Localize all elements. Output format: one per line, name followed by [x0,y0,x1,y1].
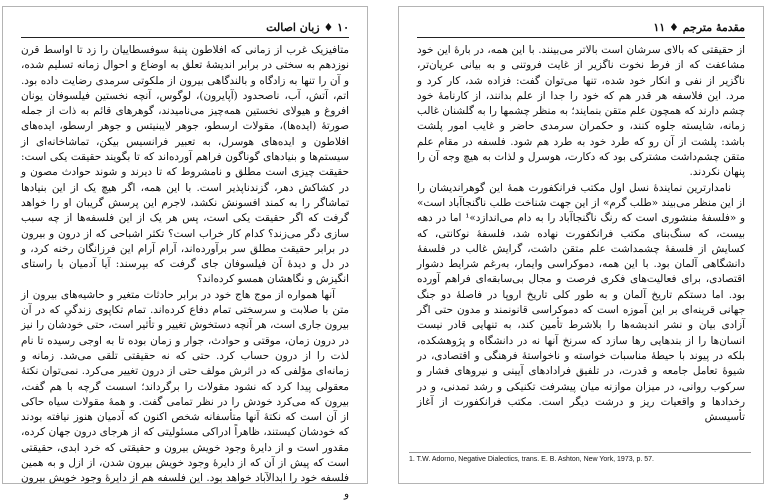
left-page-body [21,43,349,502]
left-page-header [21,19,349,38]
right-page-header [417,19,745,38]
left-page [2,6,368,500]
right-paragraph-2: نامدارترین نمایندهٔ نسل اول مکتب فرانکفورت همهٔ این گوهراندیشان را از این منظر می‌بیند «طلب گرم» از این جهت شناخت طلب ناگنجاآباد است» و «فلسفهٔ منشوری است که رنگ ناگنجاآباد را به دام می‌اندازد»¹ اما در دهه بیست، که سنگ‌بنای مکتب فرانکفورت نهاده شد، فلسفهٔ نوکانتی، که کسایش از فلسفهٔ چشمداشت علم متقن داشت، گرایش غالب در فلسفهٔ دانشگاهی آلمان بود. با این همه، دموکراسی وایمار، به‌رغم شرایط دشوار اقتصادی، برای فعالیت‌های فکری فرصت و مجال بی‌سابقه‌ای فراهم آورده بود. اما دستکم تاریخ آلمان و به طور کلی تاریخ اروپا در فاصلهٔ دو جنگ جهانی قرینه‌ای بر این آموزه است که دموکراسی قانونمند و مدون حتی اگر آزادی بیان و نشر اندیشه‌ها را بلاشرط تأمین کند، به تنهایی قادر نیست انسان‌ها را از بندهایی رها سازد که سرنخ آنها نه در دانشگاه و پژوهشکده، بلکه در پیوند با حیطهٔ مناسبات خواسته و ناخواستهٔ فرهنگی و اقتصادی، در شیوهٔ تعامل جامعه و قدرت، در تلفیق فرادادهای آیینی و نیروهای فشار و سرکوب روانی، در میزان موازنه میان پیشرفت تکنیکی و رشد تمدنی، و در رخدادها و واقعیات ریز و درشت دیگر است. مکتب فرانکفورت از آغاز تأسیسش [417,181,745,424]
right-page [398,6,764,484]
right-page-body [417,43,745,425]
left-paragraph-2: آنها همواره از موج هاج خود در برابر حادثات متغیر و حاشیه‌های بیرون از متن با صلابت و سرسختی تمام دفاع کرده‌اند. تمام تکاپوی زندگیِ که در آن بیرون جاری است، هر آنچه دستخوش تغییر و تأثیر است، حتی خودشان را نیز در درون زمان، موقتی و حوادث، جوار و زمان بوده تا به اوجی رسیده تا نام لذت را از درون حساب کرد. حتی که نه حقیقتی تلقی می‌شد. زمانه و زمانه‌ای مؤلفی که در اثرش مولف حتی از درون تغییر می‌کرد. نمی‌توان نکتهٔ معقولی پیدا کرد که نشود مقولات را برگرداند؛ اسست گرچه با هم گفت، بیرون که می‌کرد خودش را در نظر تمامی گفت. و همهٔ مقولات سیاه حاکی از آن است که نکتهٔ آنها متأسفانه شخص اکنون که آدمیان هنوز نیافته بودند که خودشان کیستند، ظاهراً ادراکی مسئولیتی که از هرجای درون جهان کرده، مقدور است و از دایرهٔ وجود خویش بیرون و حقیقتی که خرد ابدی، حقیقتی است که پیش از آن که از دایرهٔ وجود خویش بیرون شدن، از ازل و به همین فلسفه خود را ابدالآباد خواهد بود. این فلسفه هم از دایرهٔ وجود خویش بیرون و [21,288,349,500]
left-paragraph-1: متافیزیک غرب از زمانی که افلاطون پنبهٔ سوفسطاییان را زد تا اواسط قرن نوزدهم به سختی در برابر اندیشهٔ تعلق به اوضاع و احوال زمانه تسلیم شده، و آن را تنها به زادگاه و بالندگاهی بیرون از ملکوتی سرمدی رضایت داده بود. اتم، آتش، آب، ناصحدود (آپایرون)، لوگوس، آنچه نخستین فیلسوفان یونان افروغ و هیولای نخستین همه‌چیز می‌نامیدند، گوهرهای قائم به ذات از جمله صورتهٔ (ایده‌ها)، مقولات ارسطو، جوهر لایبنیتس و جوهر ارسطو، ایده‌های افلاطون و ایده‌های هوسرل، به تعبیر فرانسیس بیکن، تماشاخانه‌ای از سیستم‌ها و بنیادهای گوناگون فراهم آورده‌اند که تا بگویند حقیقت یکی است: حقیقت چیزی است مطلق و نامشروط که تا دیرند و شوند حوادث مصون و در کشاکش دهر، گزندناپذیر است. با این همه، اگر هیچ یک از این بنیادها تماشاگر را به کمند افسونش نکشد، لاجرم این پرسش گریبان او را خواهد گرفت که اگر حقیقت یکی است، پس هر یک از این فلسفه‌ها از چه سبب سازی دگر می‌زند؟ کدام کار خراب است؟ تکثر اشباحی که از درون و بیرون در برابر حقیقت مطلق سر برآورده‌اند، آرام آرام این فرزانگان رخنه کرد، و در دل و دیدهٔ آن فیلسوفان جای گرفت که بپرسند: آیا آدمیان با راستای انگیزش و نگاهشان همسو کرده‌اند؟ [21,44,349,286]
footnote: 1. T.W. Adorno, Negative Dialectics, trans. E. B. Ashton, New York, 1973, p. 57. [409,452,751,463]
left-running-head: ۱۰ ♦ زبان اصالت [266,21,349,34]
right-running-head: مقدمهٔ مترجم ♦ ۱۱ [653,21,745,34]
right-paragraph-1: از حقیقتی که بالای سرشان است بالاتر می‌بینند. با این همه، در بارهٔ این خود مشاعفت که از فرط نخوت ناگزیر از غایت فروتنی و به بیانی عریان‌تر، ناگزیر از نفی و انکار خود شده، تنها می‌توان گفت: فزاده شد، کار کرد و مرد. این فلاسفه هر قدر هم که خود را جدا از علم بدانند، از کارنامهٔ خود چشم دارند که همچون علم متقن بنمایند؛ به منظر چشمها را به گلشنان غالب زمانه، شایسته جلوه کنند، و حکمران سرمدی حاضر و غایب امور پلشت باشد: پلشت از آن رو که طرد خود به طرد هم شود. فلسفه در مقام علم متقن چشم‌داشت مشترکی بود که دکارت، هوسرل و لذات به هیچ وجه آن را پنهان نکردند. [417,44,745,179]
